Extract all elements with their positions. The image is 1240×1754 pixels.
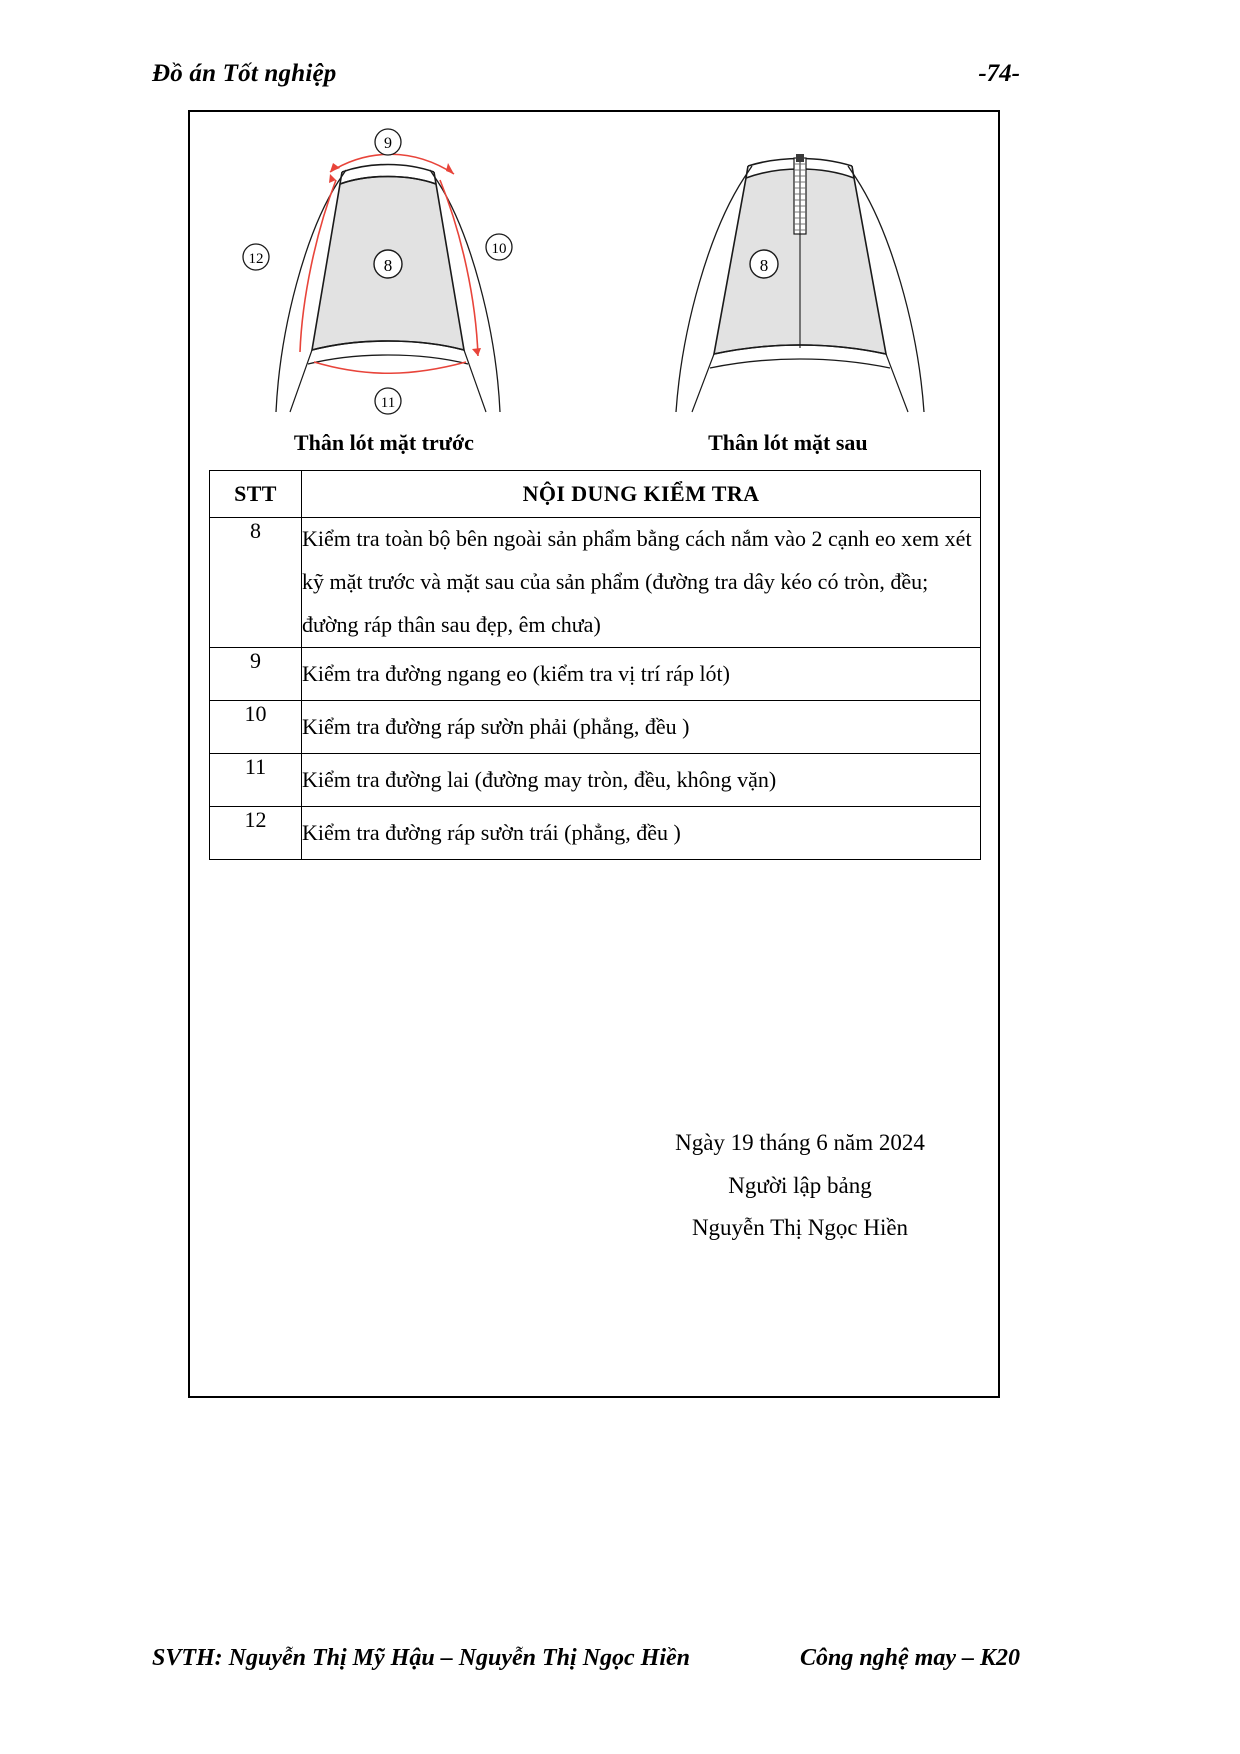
table-row xyxy=(210,806,981,859)
back-lining-caption: Thân lót mặt sau xyxy=(708,430,868,455)
row-content: Kiểm tra đường ráp sườn trái (phẳng, đều ) xyxy=(302,806,981,859)
row-content: Kiểm tra đường ngang eo (kiểm tra vị trí ráp lót) xyxy=(302,647,981,700)
footer-authors: SVTH: Nguyễn Thị Mỹ Hậu – Nguyễn Thị Ngọc Hiền xyxy=(152,1645,691,1671)
row-content: Kiểm tra toàn bộ bên ngoài sản phẩm bằng cách nắm vào 2 cạnh eo xem xét kỹ mặt trước và mặt sau của sản phẩm (đường tra dây kéo có tròn, đều; đường ráp thân sau đẹp, êm chưa) xyxy=(302,518,981,648)
page-footer xyxy=(152,1645,1020,1672)
signature-role: Người lập bảng xyxy=(728,1172,872,1198)
row-stt: 10 xyxy=(210,700,302,753)
table-header-row xyxy=(210,471,981,518)
front-lining-figure xyxy=(218,112,558,432)
header-document-title: Đồ án Tốt nghiệp xyxy=(152,60,337,87)
header-content: NỘI DUNG KIỂM TRA xyxy=(302,471,981,518)
svg-text:12: 12 xyxy=(248,251,264,267)
figure-group xyxy=(190,112,998,462)
svg-text:10: 10 xyxy=(491,241,507,257)
row-content: Kiểm tra đường ráp sườn phải (phẳng, đều ) xyxy=(302,700,981,753)
table-row xyxy=(210,753,981,806)
callout-12 xyxy=(243,244,269,270)
callout-10 xyxy=(486,234,512,260)
callout-8-front xyxy=(374,250,402,278)
row-stt: 9 xyxy=(210,647,302,700)
content-frame xyxy=(188,110,1000,1398)
svg-text:9: 9 xyxy=(384,135,392,152)
header-page-number: -74- xyxy=(978,60,1020,87)
table-row xyxy=(210,518,981,648)
signature-date: Ngày 19 tháng 6 năm 2024 xyxy=(675,1130,925,1155)
zipper-icon xyxy=(794,154,806,234)
row-content: Kiểm tra đường lai (đường may tròn, đều, không vặn) xyxy=(302,753,981,806)
front-lining-caption: Thân lót mặt trước xyxy=(293,430,474,455)
signature-name: Nguyễn Thị Ngọc Hiền xyxy=(691,1215,909,1241)
page-header xyxy=(152,60,1020,88)
figure-captions xyxy=(190,430,998,456)
svg-text:8: 8 xyxy=(383,256,393,275)
signature-block xyxy=(620,1122,980,1250)
svg-text:8: 8 xyxy=(759,256,769,275)
row-stt: 8 xyxy=(210,518,302,648)
table-row xyxy=(210,647,981,700)
callout-9 xyxy=(375,129,401,155)
row-stt: 11 xyxy=(210,753,302,806)
callout-11 xyxy=(375,388,401,414)
callout-8-back xyxy=(750,250,778,278)
inspection-table xyxy=(209,470,981,860)
back-lining-figure xyxy=(630,112,970,432)
header-stt: STT xyxy=(210,471,302,518)
footer-program: Công nghệ may – K20 xyxy=(799,1645,1020,1671)
svg-text:11: 11 xyxy=(380,395,396,411)
row-stt: 12 xyxy=(210,806,302,859)
table-row xyxy=(210,700,981,753)
